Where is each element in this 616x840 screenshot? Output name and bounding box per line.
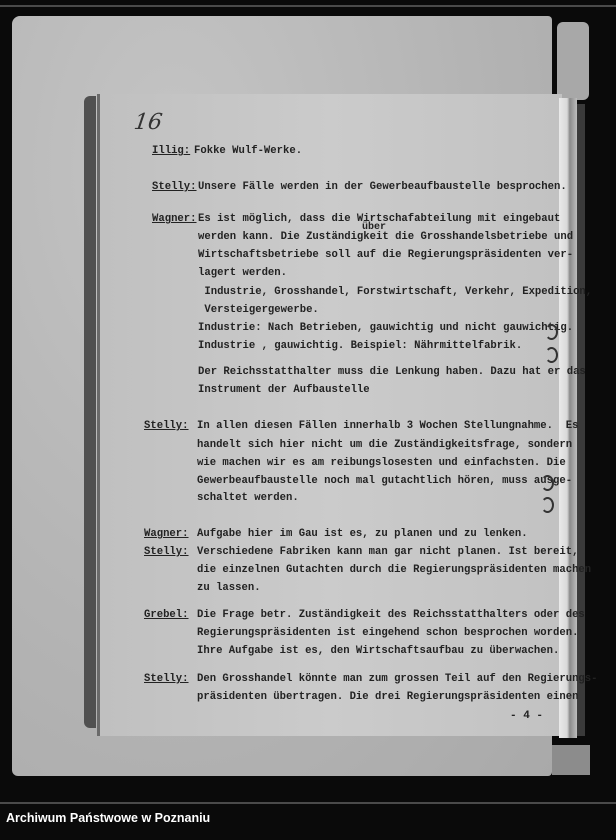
speaker-label: Wagner:	[144, 528, 189, 540]
transcript-line: präsidenten übertragen. Die drei Regierungspräsidenten einen	[197, 691, 579, 703]
transcript-line: Regierungspräsidenten ist eingehend schon besprochen worden.	[197, 627, 579, 639]
transcript-line: In allen diesen Fällen innerhalb 3 Wochen Stellungnahme. Es	[197, 420, 579, 432]
transcript-line: wie machen wir es am reibungslosesten und einfachsten. Die	[197, 457, 566, 469]
binding-spine	[84, 96, 96, 728]
transcript-line: Unsere Fälle werden in der Gewerbeaufbaustelle besprochen.	[198, 181, 567, 193]
speaker-label: Illig:	[152, 145, 191, 157]
speaker-label: Stelly:	[144, 546, 189, 558]
folder-corner	[552, 745, 590, 775]
archive-watermark: Archiwum Państwowe w Poznaniu	[6, 811, 211, 825]
transcript-line: Versteigergewerbe.	[198, 304, 319, 316]
punch-hole-icon	[541, 475, 554, 491]
transcript-line: Industrie , gauwichtig. Beispiel: Nährmittelfabrik.	[198, 340, 523, 352]
transcript-line: Verschiedene Fabriken kann man gar nicht planen. Ist bereit,	[197, 546, 579, 558]
transcript-line: Es ist möglich, dass die Wirtschafabteilung mit eingebaut	[198, 213, 561, 225]
transcript-line: Instrument der Aufbaustelle	[198, 384, 370, 396]
punch-hole-icon	[541, 497, 554, 513]
folio-number: 16	[132, 110, 164, 135]
transcript-line: zu lassen.	[197, 582, 261, 594]
speaker-label: Stelly:	[152, 181, 197, 193]
punch-hole-icon	[545, 324, 558, 340]
transcript-line: Der Reichsstatthalter muss die Lenkung haben. Dazu hat er das	[198, 366, 586, 378]
folder-tab	[557, 22, 589, 100]
transcript-line: handelt sich hier nicht um die Zuständigkeitsfrage, sondern	[197, 439, 573, 451]
page-stack-edge	[559, 98, 577, 738]
transcript-line: Ihre Aufgabe ist es, den Wirtschaftsaufbau zu überwachen.	[197, 645, 560, 657]
speaker-label: Stelly:	[144, 420, 189, 432]
transcript-line: werden kann. Die Zuständigkeit die Grosshandelsbetriebe und	[198, 231, 574, 243]
film-edge-bottom	[0, 802, 616, 804]
page-number: - 4 -	[510, 710, 544, 722]
transcript-line: Wirtschaftsbetriebe soll auf die Regierungspräsidenten ver-	[198, 249, 574, 261]
transcript-line: die einzelnen Gutachten durch die Regierungspräsidenten machen	[197, 564, 592, 576]
transcript-line: Industrie, Grosshandel, Forstwirtschaft, Verkehr, Expedition,	[198, 286, 593, 298]
transcript-line: Fokke Wulf-Werke.	[194, 145, 303, 157]
transcript-line: lagert werden.	[198, 267, 288, 279]
speaker-label: Stelly:	[144, 673, 189, 685]
transcript-line: schaltet werden.	[197, 492, 299, 504]
speaker-label: Wagner:	[152, 213, 197, 225]
punch-hole-icon	[545, 347, 558, 363]
transcript-line: Gewerbeaufbaustelle noch mal gutachtlich hören, muss ausge-	[197, 475, 573, 487]
transcript-line: Aufgabe hier im Gau ist es, zu planen und zu lenken.	[197, 528, 528, 540]
interlinear-insertion: über	[362, 222, 387, 233]
speaker-label: Grebel:	[144, 609, 189, 621]
transcript-line: Die Frage betr. Zuständigkeit des Reichsstatthalters oder des	[197, 609, 585, 621]
transcript-line: Industrie: Nach Betrieben, gauwichtig und nicht gauwichtig.	[198, 322, 574, 334]
film-edge-top	[0, 5, 616, 7]
transcript-line: Den Grosshandel könnte man zum grossen Teil auf den Regierungs-	[197, 673, 598, 685]
